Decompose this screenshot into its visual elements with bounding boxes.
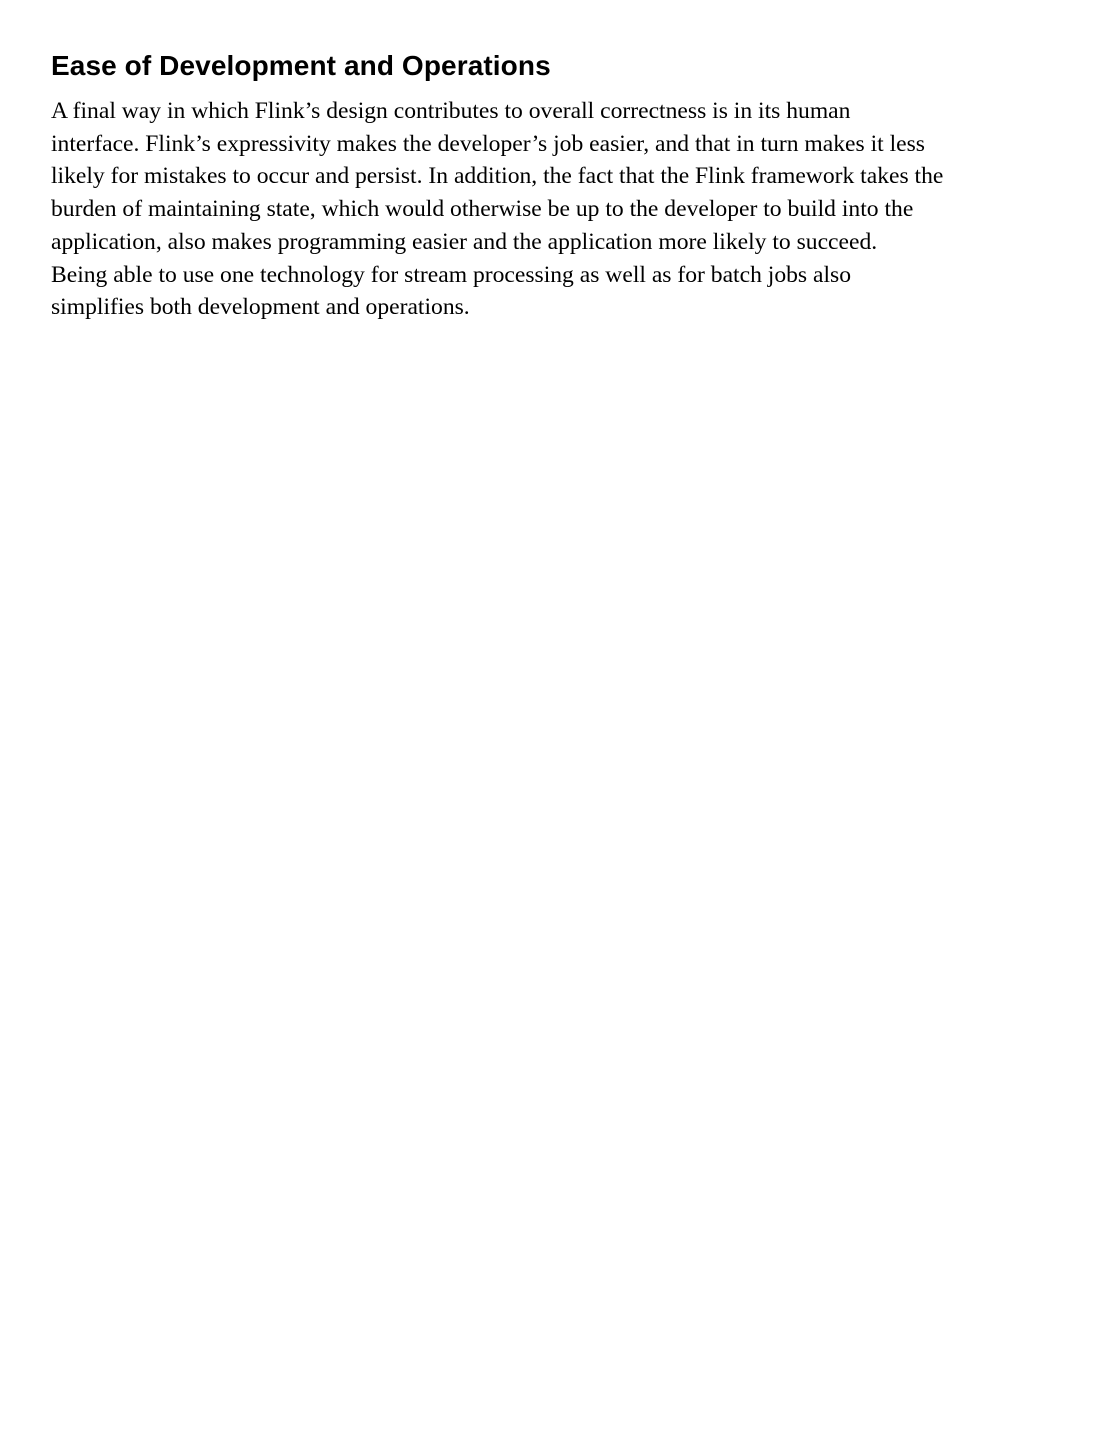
paragraph-line: interface. Flink’s expressivity makes the developer’s job easier, and that in turn makes it less xyxy=(51,130,925,157)
paragraph-line: application, also makes programming easier and the application more likely to succeed. xyxy=(51,228,878,255)
body-paragraph xyxy=(51,95,1066,324)
section-heading: Ease of Development and Operations xyxy=(51,50,551,81)
paragraph-line: burden of maintaining state, which would otherwise be up to the developer to build into the xyxy=(51,196,914,223)
paragraph-line: Being able to use one technology for stream processing as well as for batch jobs also xyxy=(51,261,852,288)
document-page xyxy=(51,46,1066,324)
paragraph-line: simplifies both development and operations. xyxy=(51,294,470,321)
paragraph-line: A final way in which Flink’s design contributes to overall correctness is in its human xyxy=(51,98,851,124)
paragraph-line: likely for mistakes to occur and persist. In addition, the fact that the Flink framework takes the xyxy=(51,163,944,190)
